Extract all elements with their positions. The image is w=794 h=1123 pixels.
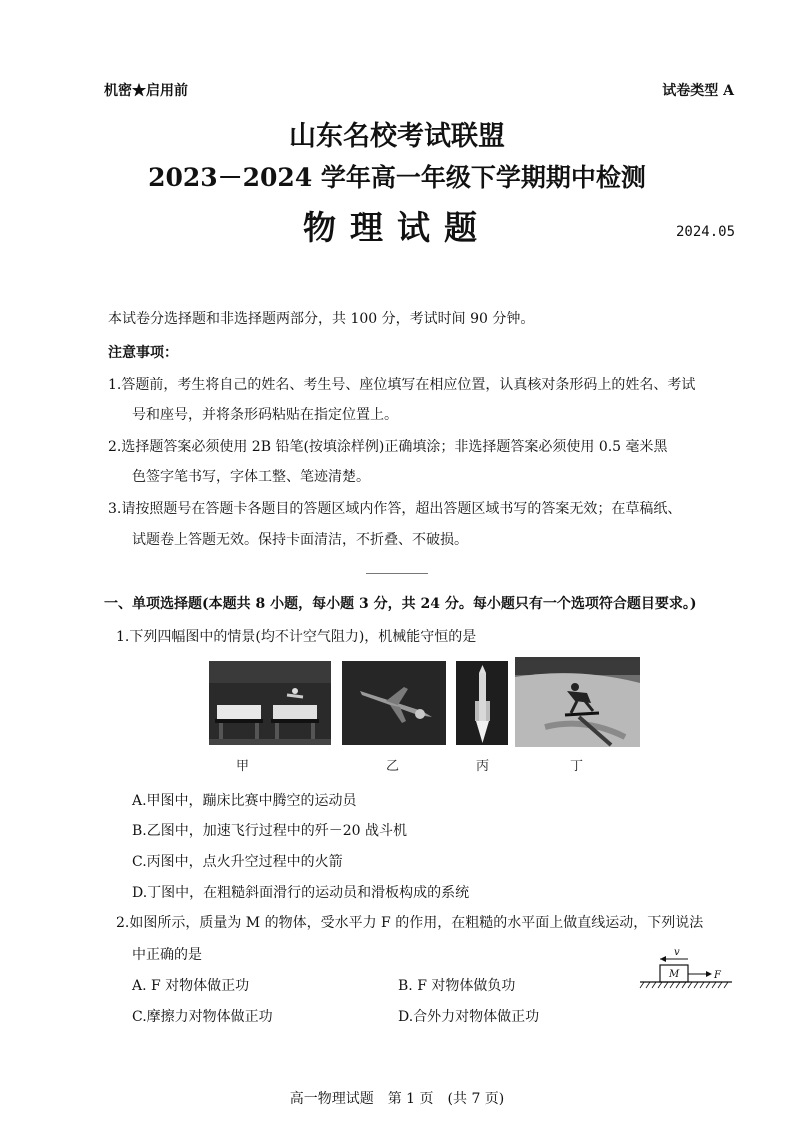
q2-option-b: B. F 对物体做负功 bbox=[398, 978, 516, 994]
rocket-photo bbox=[456, 661, 508, 745]
q2-option-a: A. F 对物体做正功 bbox=[132, 978, 250, 994]
force-arrowhead bbox=[706, 971, 712, 977]
velocity-arrowhead bbox=[660, 956, 666, 962]
q2-option-c: C.摩擦力对物体做正功 bbox=[132, 1009, 273, 1025]
notice-title: 注意事项： bbox=[108, 345, 178, 361]
block-force-diagram bbox=[636, 944, 736, 996]
question-2-stem-cont: 中正确的是 bbox=[132, 947, 202, 963]
confidential-label: 机密★启用前 bbox=[104, 83, 188, 99]
paper-type: 试卷类型 A bbox=[662, 83, 734, 99]
q1-option-a: A.甲图中，蹦床比赛中腾空的运动员 bbox=[132, 793, 357, 809]
notice-line: 1.答题前，考生将自己的姓名、考生号、座位填写在相应位置，认真核对条形码上的姓名、考试 bbox=[108, 377, 696, 393]
q1-option-d: D.丁图中，在粗糙斜面滑行的运动员和滑板构成的系统 bbox=[132, 885, 470, 901]
caption-yi: 乙 bbox=[386, 759, 400, 774]
notice-line: 号和座号，并将条形码粘贴在指定位置上。 bbox=[132, 407, 398, 423]
caption-bing: 丙 bbox=[476, 759, 490, 774]
q1-option-c: C.丙图中，点火升空过程中的火箭 bbox=[132, 854, 343, 870]
question-2-stem: 2.如图所示，质量为 M 的物体，受水平力 F 的作用，在粗糙的水平面上做直线运动，下列说法 bbox=[116, 915, 704, 931]
trampoline-photo bbox=[209, 661, 331, 745]
q1-option-b: B.乙图中，加速飞行过程中的歼－20 战斗机 bbox=[132, 823, 408, 839]
notice-line: 色签字笔书写，字体工整、笔迹清楚。 bbox=[132, 469, 370, 485]
subject-title: 物理试题 bbox=[303, 208, 491, 247]
exam-alliance-title: 山东名校考试联盟 bbox=[289, 121, 505, 152]
ground-hatching bbox=[640, 982, 728, 988]
caption-jia: 甲 bbox=[236, 759, 250, 774]
mass-label: M bbox=[669, 969, 680, 980]
force-label: F bbox=[714, 970, 721, 981]
intro-text: 本试卷分选择题和非选择题两部分，共 100 分，考试时间 90 分钟。 bbox=[108, 311, 535, 327]
divider bbox=[366, 573, 428, 574]
notice-line: 2.选择题答案必须使用 2B 铅笔(按填涂样例)正确填涂；非选择题答案必须使用 0.5 毫米黑 bbox=[108, 439, 668, 455]
question-1-stem: 1.下列四幅图中的情景(均不计空气阻力)，机械能守恒的是 bbox=[116, 629, 477, 645]
page-footer: 高一物理试题 第 1 页 (共 7 页) bbox=[289, 1091, 505, 1107]
q2-option-d: D.合外力对物体做正功 bbox=[398, 1009, 540, 1025]
fighter-jet-photo bbox=[342, 661, 446, 745]
skateboarder-photo bbox=[515, 657, 640, 747]
caption-ding: 丁 bbox=[570, 759, 584, 774]
exam-term-title: 2023－2024 学年高一年级下学期期中检测 bbox=[148, 163, 646, 192]
velocity-label: v bbox=[674, 947, 680, 958]
section-one-heading: 一、单项选择题(本题共 8 小题，每小题 3 分，共 24 分。每小题只有一个选项符合题目要求。) bbox=[104, 596, 697, 612]
notice-line: 试题卷上答题无效。保持卡面清洁，不折叠、不破损。 bbox=[132, 532, 468, 548]
exam-date: 2024.05 bbox=[676, 224, 736, 240]
notice-line: 3.请按照题号在答题卡各题目的答题区域内作答，超出答题区域书写的答案无效；在草稿纸、 bbox=[108, 501, 682, 517]
